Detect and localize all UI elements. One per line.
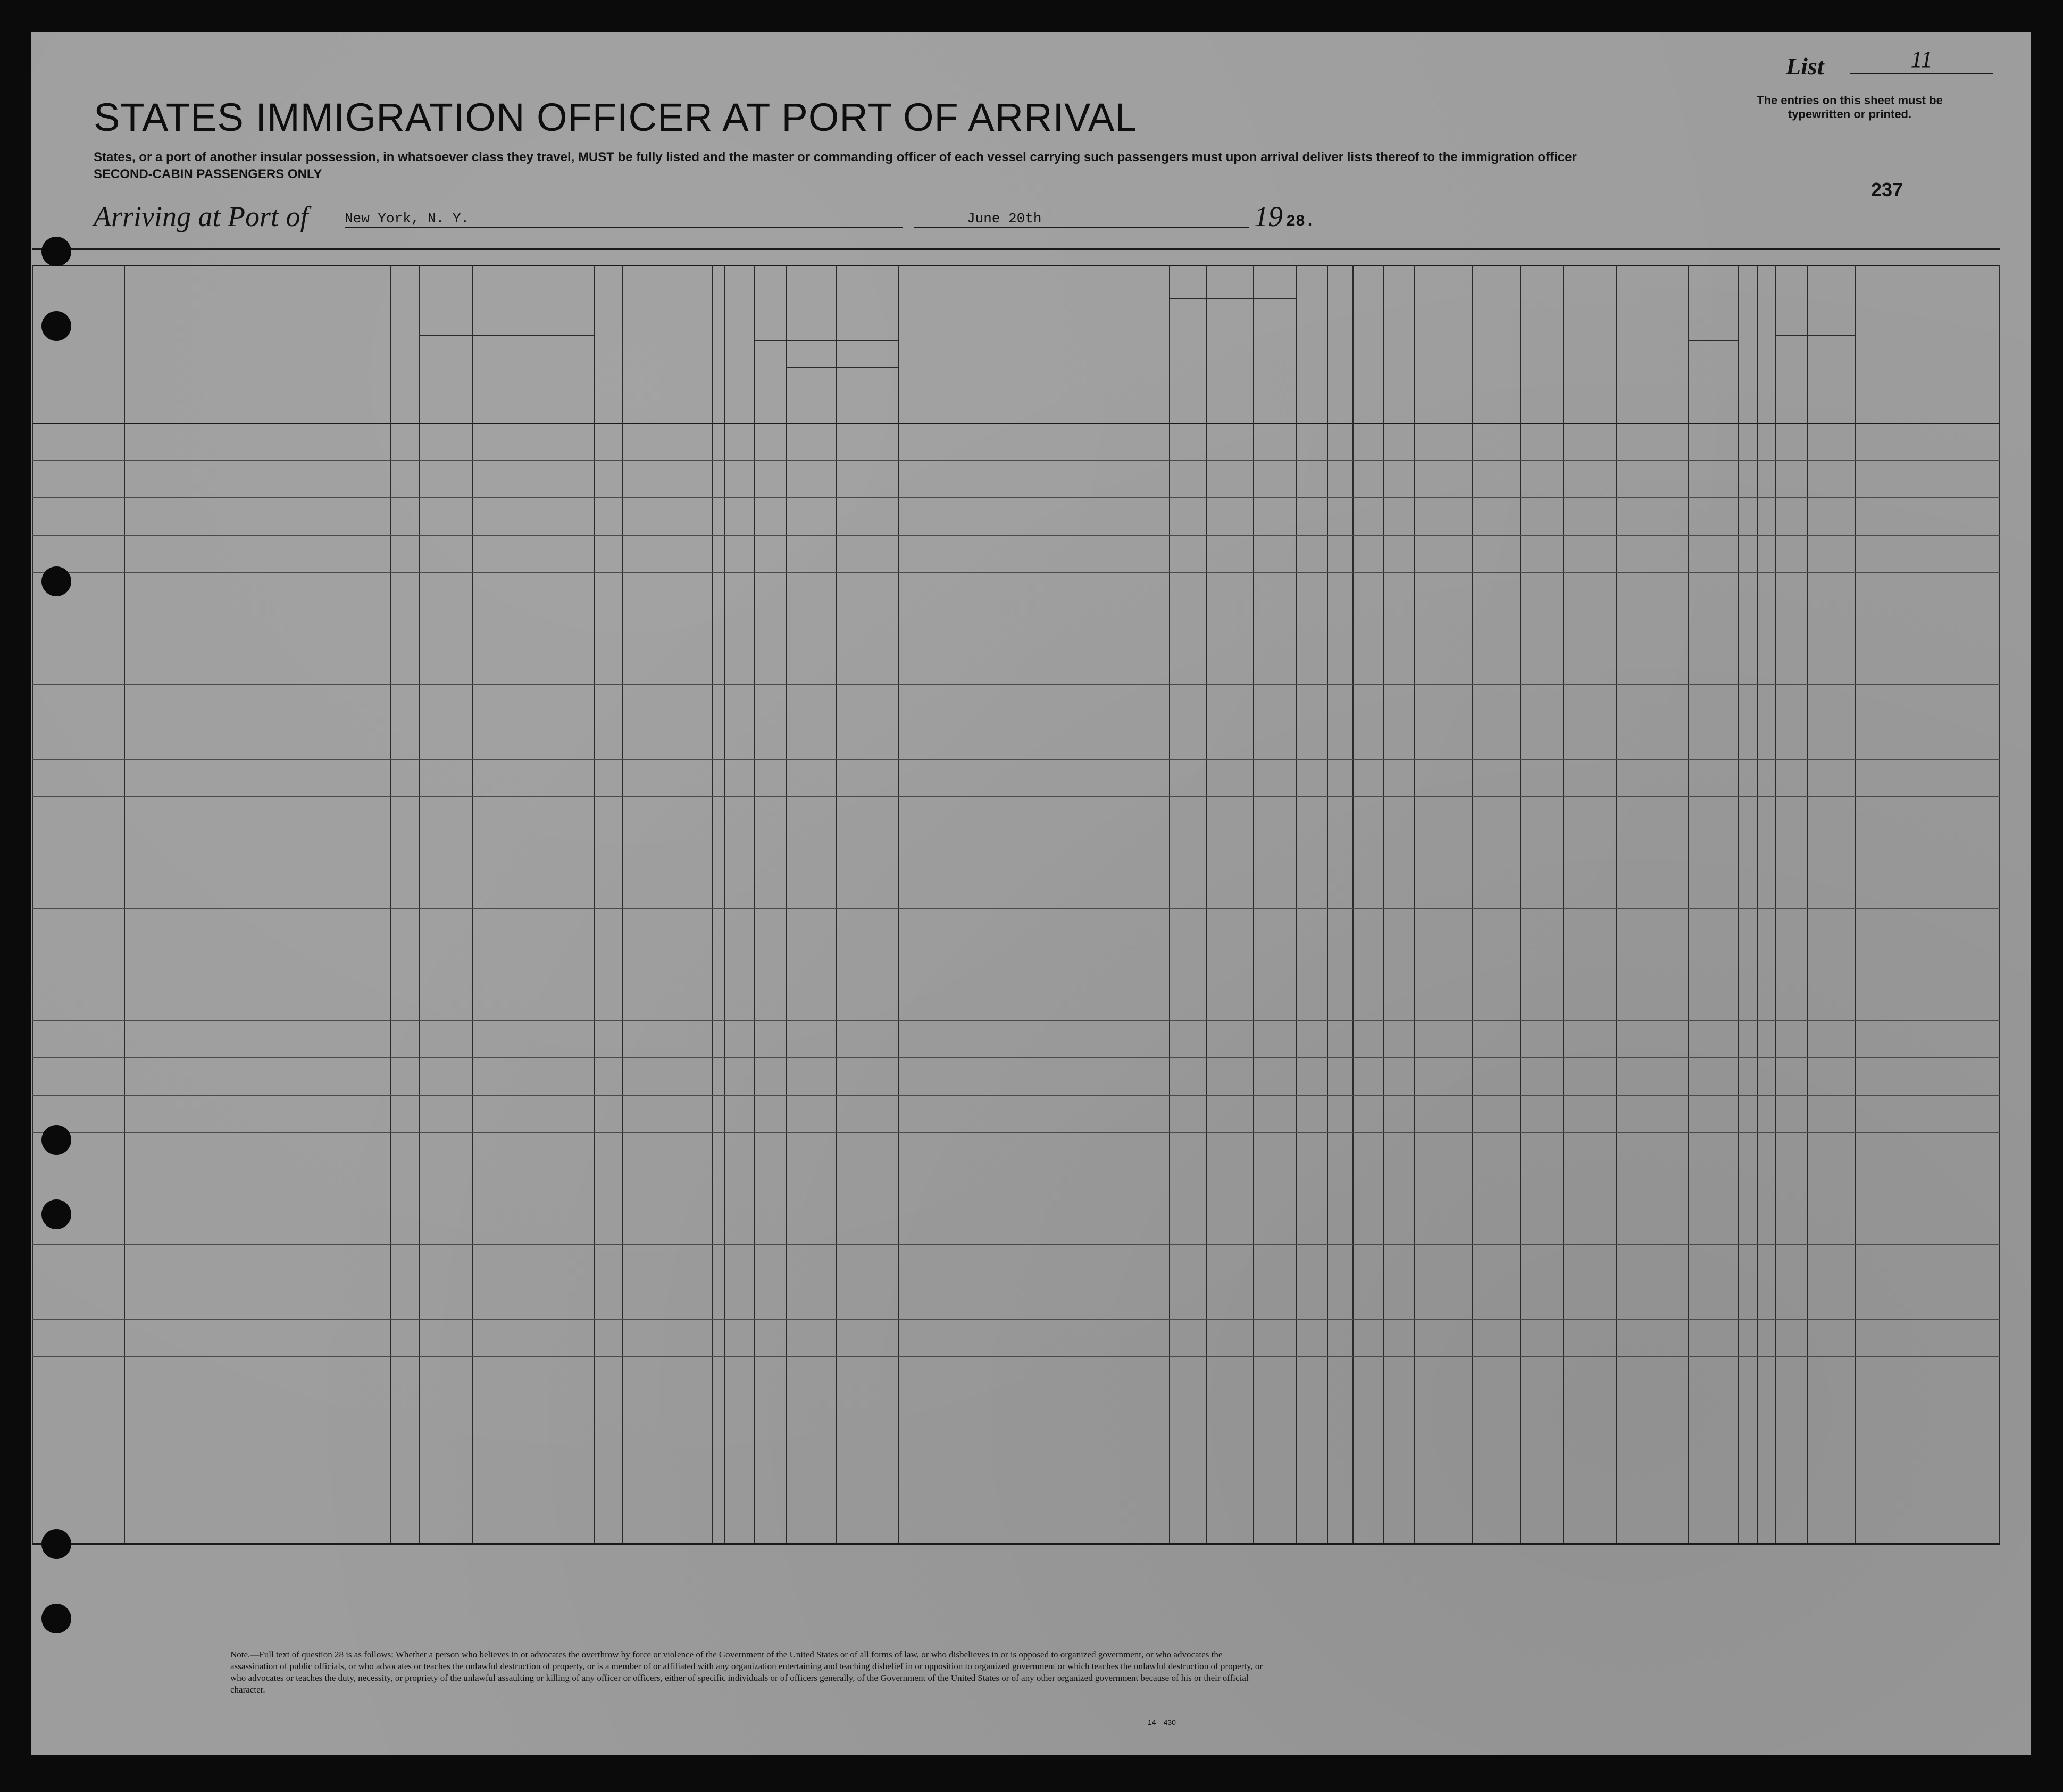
row-rule [32,1356,2000,1357]
row-rule [32,497,2000,498]
purpose-rule [1169,298,1296,299]
row-rule [32,535,2000,536]
column-rule [1520,265,1521,1543]
row-rule [32,572,2000,573]
height-rule [1688,340,1738,341]
column-rule [32,265,33,1543]
if-yes-rule [786,367,898,368]
row-rule [32,1319,2000,1320]
column-rule [124,265,125,1543]
column-rule [1169,265,1170,1543]
column-rule [1414,265,1415,1543]
header-q28 [1383,268,1414,420]
page-title: STATES IMMIGRATION OFFICER AT PORT OF ARRIVAL [94,95,1138,139]
final-dest-rule [419,335,594,336]
column-rule [898,265,899,1543]
punch-hole [41,1125,71,1155]
column-rule [622,265,623,1543]
list-label: List [1786,53,1824,80]
entries-notice: The entries on this sheet must be typewritten or printed. [1757,94,1943,121]
header-offer [1414,268,1472,420]
header-deported [1472,268,1520,420]
column-rule [1383,265,1384,1543]
column-rule [419,265,420,1543]
column-rule [1775,265,1776,1543]
arriving-label: Arriving at Port of [94,201,308,232]
column-rule [472,265,473,1543]
row-rule [32,1543,2000,1545]
column-rule [1616,265,1617,1543]
column-rule [1472,265,1473,1543]
row-rule [32,1057,2000,1058]
header-anarchist [1352,268,1383,420]
row-rule [32,1095,2000,1096]
year-prefix: 19 [1254,201,1283,232]
column-rule [1352,265,1354,1543]
year-suffix: 28. [1286,213,1315,231]
header-possession [712,268,754,420]
punch-hole [41,237,71,266]
column-rule [1738,265,1739,1543]
column-rule [1855,265,1856,1543]
header-purpose-b [1206,301,1253,418]
header-purpose-a [1169,301,1206,418]
column-rule [1253,265,1254,1543]
manifest-sheet [31,32,2031,1755]
column-rule [1999,265,2000,1543]
header-polygamist [1327,268,1352,420]
column-rule [1757,265,1758,1543]
subtitle-line-1: States, or a port of another insular possession, in whatsoever class they travel, MUST be fully listed and the master or commanding officer of each vessel carrying such passengers must upon arrival deliver lists thereof to the immigration officer [94,150,1577,164]
column-rule [724,265,725,1543]
footnote: Note.—Full text of question 28 is as follows: Whether a person who believes in or advocates the overthrow by force or violence of the Government of the United States or of all forms of law, or who disbelieves in or is opposed to organized government, or who advocates the assassination of public officials, or who advocates or teaches the unlawful destruction of property, or is a member of or affiliated with any organization entertaining and teaching disbelief in or opposition to organized government or which teaches the unlawful destruction of property, or who advocates or teaches the duty, necessity, or propriety of the unlawful assaulting or killing of any officer or officers, either of specific individuals or of officers generally, of the Government of the United States or of any other organized government because of his or their official character. [230,1649,1263,1695]
column-rule [786,265,787,1543]
row-rule [32,1244,2000,1245]
date-field: June 20th [914,211,1249,228]
column-rule [390,265,391,1543]
column-rule [1563,265,1564,1543]
column-rule [594,265,595,1543]
form-code: 14—430 [1148,1718,1176,1727]
header-ticket [594,268,622,420]
color-rule [1775,335,1855,336]
list-number: 11 [1850,46,1993,74]
header-purpose-c [1253,301,1296,418]
column-rule [1206,265,1207,1543]
punch-hole [41,566,71,596]
column-rule [1688,265,1689,1543]
row-rule [32,908,2000,909]
punch-hole [41,1604,71,1633]
punch-hole [41,311,71,341]
row-rule [32,759,2000,760]
row-rule [32,684,2000,685]
colno-rule [32,265,2000,266]
row-rule [32,1020,2000,1021]
row-rule [32,460,2000,461]
port-field: New York, N. Y. [345,211,903,228]
column-rule [754,265,755,1543]
punch-hole [41,1199,71,1229]
before-us-rule [754,340,898,341]
column-rule [1327,265,1328,1543]
sheet-number: 237 [1871,179,1903,201]
subtitle-line-2: SECOND-CABIN PASSENGERS ONLY [94,167,322,181]
header-prison [1296,268,1327,420]
manifest-grid [31,32,2031,1755]
punch-hole [41,1529,71,1559]
column-rule [1296,265,1297,1543]
column-rule [836,265,837,1543]
row-rule [32,1132,2000,1133]
row-rule [32,796,2000,797]
column-rule [712,265,713,1543]
table-top-rule [32,248,2000,250]
column-rule [1807,265,1808,1543]
